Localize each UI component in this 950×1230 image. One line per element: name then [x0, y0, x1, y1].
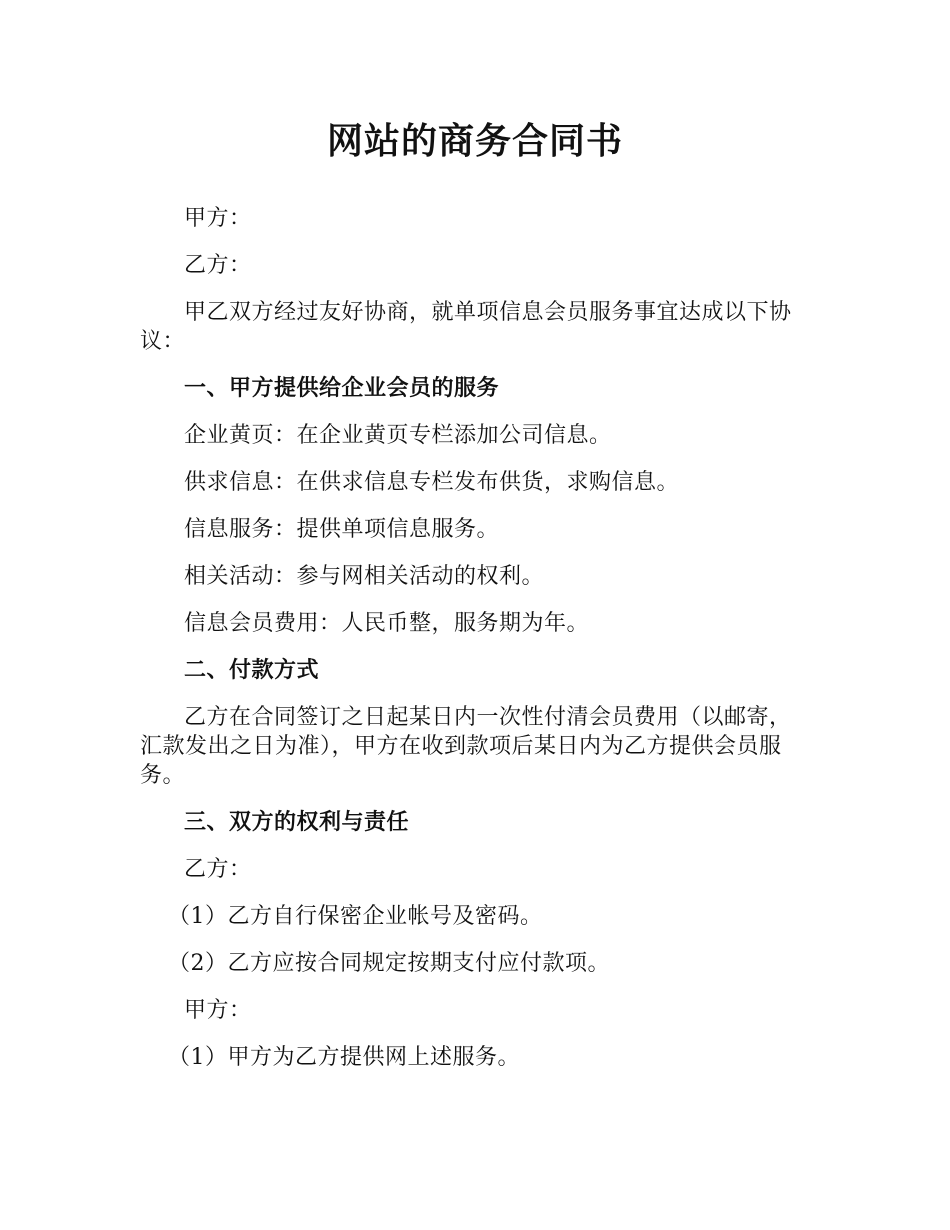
service-fee: 信息会员费用：人民币整，服务期为年。 — [184, 611, 590, 636]
party-b-item-1: （1）乙方自行保密企业帐号及密码。 — [168, 904, 543, 929]
service-activities: 相关活动：参与网相关活动的权利。 — [184, 564, 545, 589]
party-b-label: 乙方： — [184, 857, 252, 882]
service-yellow-pages: 企业黄页：在企业黄页专栏添加公司信息。 — [184, 423, 612, 448]
section-2-heading: 二、付款方式 — [184, 658, 320, 683]
section-3-heading: 三、双方的权利与责任 — [184, 810, 410, 835]
document-title: 网站的商务合同书 — [326, 121, 623, 162]
service-supply-demand: 供求信息：在供求信息专栏发布供货，求购信息。 — [184, 470, 680, 495]
service-info: 信息服务：提供单项信息服务。 — [184, 517, 500, 542]
party-b-item-2: （2）乙方应按合同规定按期支付应付款项。 — [168, 951, 610, 976]
payment-paragraph: 乙方在合同签订之日起某日内一次性付清会员费用（以邮寄，汇款发出之日为准），甲方在收到款项后某日内为乙方提供会员服务。 — [140, 705, 792, 788]
intro-paragraph: 甲乙双方经过友好协商，就单项信息会员服务事宜达成以下协议： — [140, 300, 792, 354]
party-b-line: 乙方： — [184, 253, 252, 278]
party-a-item-1: （1）甲方为乙方提供网上述服务。 — [168, 1045, 520, 1070]
party-a-line: 甲方： — [184, 206, 252, 231]
section-1-heading: 一、甲方提供给企业会员的服务 — [184, 376, 500, 401]
party-a-label: 甲方： — [184, 998, 252, 1023]
